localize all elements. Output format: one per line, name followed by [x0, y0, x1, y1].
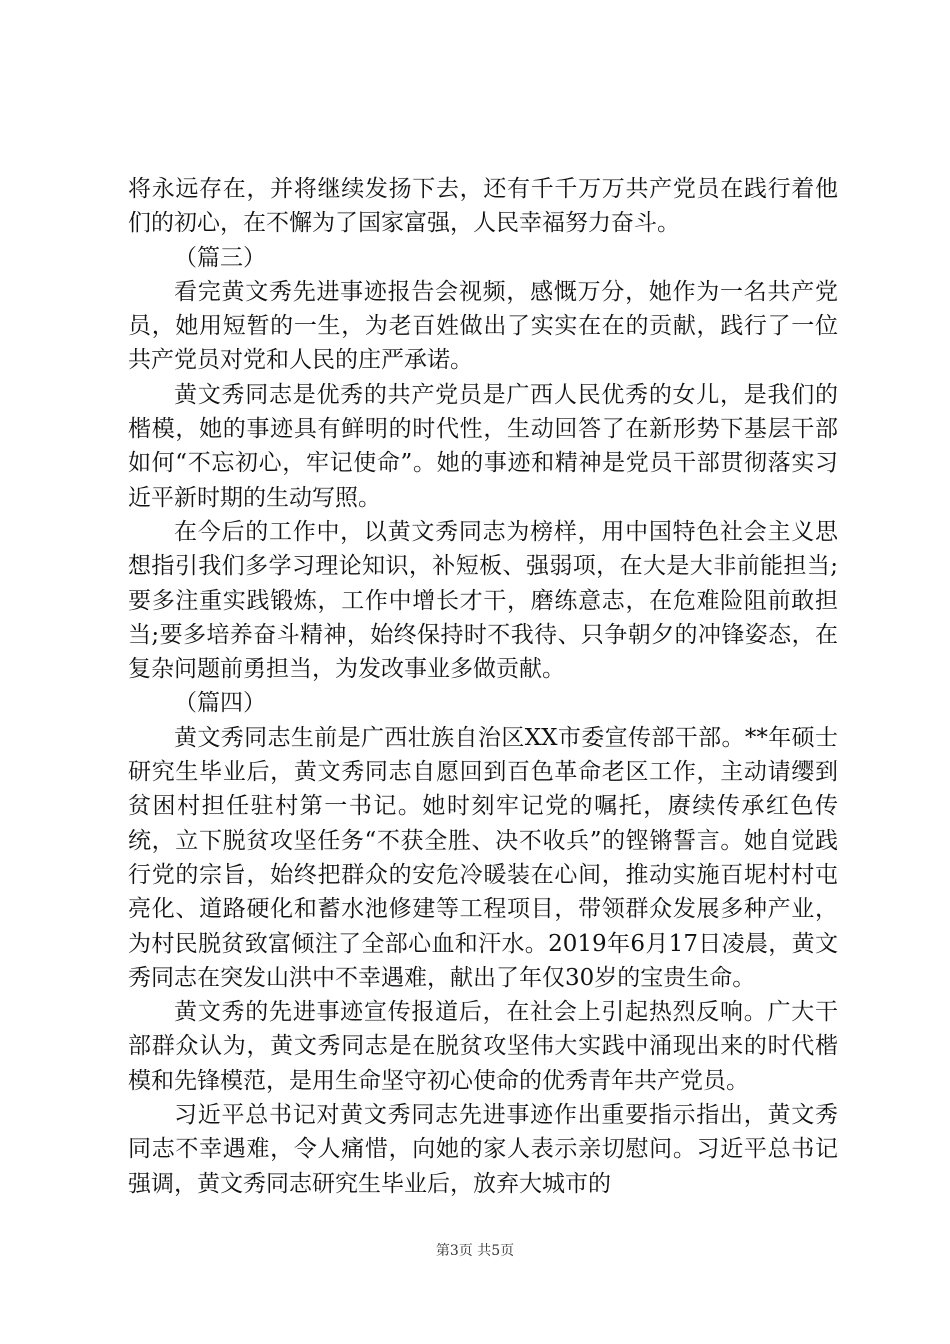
section-heading-pian-san: （篇三）	[174, 244, 266, 271]
page-number-footer: 第3页 共5页	[435, 1243, 515, 1259]
paragraph-continuation: 将永远存在，并将继续发扬下去，还有千千万万共产党员在践行着他们的初心，在不懈为了国家富强，人民幸福努力奋斗。	[128, 176, 838, 237]
paragraph: 黄文秀同志生前是广西壮族自治区XX市委宣传部干部。**年硕士研究生毕业后，黄文秀同志自愿回到百色革命老区工作，主动请缨到贫困村担任驻村第一书记。她时刻牢记党的嘱托，赓续传承红色传统，立下脱贫攻坚任务“不获全胜、决不收兵”的铿锵誓言。她自觉践行党的宗旨，始终把群众的安危冷暖装在心间，推动实施百坭村村屯亮化、道路硬化和蓄水池修建等工程项目，带领群众发展多种产业，为村民脱贫致富倾注了全部心血和汗水。2019年6月17日凌晨，黄文秀同志在突发山洪中不幸遇难，献出了年仅30岁的宝贵生命。	[128, 724, 838, 991]
section-heading-pian-si: （篇四）	[174, 690, 266, 717]
paragraph: 在今后的工作中，以黄文秀同志为榜样，用中国特色社会主义思想指引我们多学习理论知识，补短板、强弱项，在大是大非前能担当;要多注重实践锻炼，工作中增长才干，磨练意志，在危难险阻前敢担当;要多培养奋斗精神，始终保持时不我待、只争朝夕的冲锋姿态，在复杂问题前勇担当，为发改事业多做贡献。	[128, 518, 838, 683]
paragraph: 习近平总书记对黄文秀同志先进事迹作出重要指示指出，黄文秀同志不幸遇难，令人痛惜，向她的家人表示亲切慰问。习近平总书记强调，黄文秀同志研究生毕业后，放弃大城市的	[128, 1102, 838, 1197]
paragraph: 黄文秀的先进事迹宣传报道后，在社会上引起热烈反响。广大干部群众认为，黄文秀同志是在脱贫攻坚伟大实践中涌现出来的时代楷模和先锋模范，是用生命坚守初心使命的优秀青年共产党员。	[128, 999, 838, 1094]
paragraph: 看完黄文秀先进事迹报告会视频，感慨万分，她作为一名共产党员，她用短暂的一生，为老百姓做出了实实在在的贡献，践行了一位共产党员对党和人民的庄严承诺。	[128, 278, 838, 374]
paragraph: 黄文秀同志是优秀的共产党员是广西人民优秀的女儿，是我们的楷模，她的事迹具有鲜明的时代性，生动回答了在新形势下基层干部如何“不忘初心，牢记使命”。她的事迹和精神是党员干部贯彻落实习近平新时期的生动写照。	[128, 381, 838, 511]
document-body	[128, 172, 838, 1201]
